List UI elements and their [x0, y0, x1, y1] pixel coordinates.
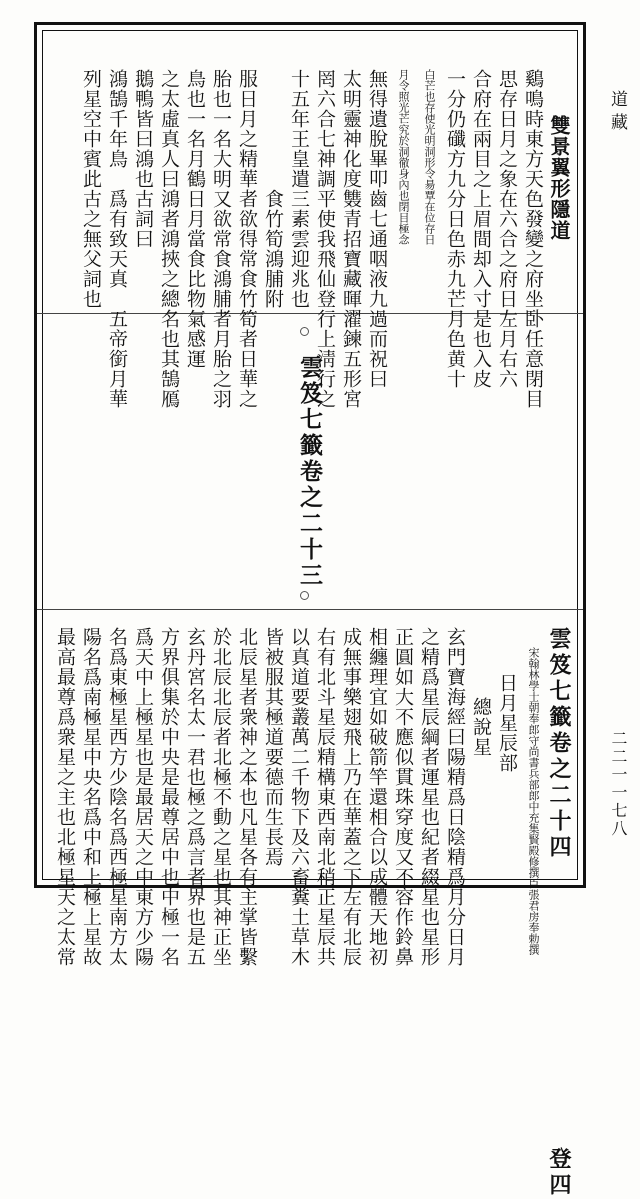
text-column: 爲天中上極星也是最居天之中東方少陽: [132, 627, 154, 967]
page-number: 二二一一七八: [609, 730, 628, 838]
text-column: 日月星辰部: [496, 673, 518, 773]
text-column: 無得遺脫畢叩齒七通咽液九過而祝曰: [366, 69, 388, 389]
text-column: 陽名爲南極星中央名爲中和上極上星故: [80, 627, 102, 967]
text-column: 總說星: [470, 697, 492, 757]
text-column: 十五年王皇遣三素雲迎兆也: [288, 69, 310, 309]
text-column: 一分仍䃸方九分日色赤九芒月色黄十: [444, 69, 466, 389]
page-frame: [34, 22, 586, 1199]
text-column: 鵝鴨皆曰鴻也古詞曰: [132, 69, 154, 249]
lower-fold-line: [37, 609, 583, 610]
text-column: 以真道要叢萬二千物下及六畜糞土草木: [288, 627, 310, 967]
text-column: 合府在兩目之上眉間却入寸是也入皮: [470, 69, 492, 389]
text-column: 北辰星者衆神之本也凡星各有主掌皆繫: [236, 627, 258, 967]
text-column: 皆被服其極道要德而生長焉: [262, 627, 284, 867]
text-column: 雲笈七籤卷之二十四 登四: [546, 627, 572, 1199]
text-column: 最高最尊爲衆星之主也北極星天之太常: [54, 627, 76, 967]
text-column: 名爲東極星西方少陰名爲西極星南方太: [106, 627, 128, 967]
text-column: 之精爲星辰綱者運星也紀者綴星也星形: [418, 627, 440, 967]
text-column: 思存日月之象在六合之府日左月右六: [496, 69, 518, 389]
text-column: 服日月之精華者欲得常食竹筍者日華之: [236, 69, 258, 409]
text-column: 鴻鵠千年鳥 爲有致天真 五帝銜月華: [106, 69, 128, 409]
text-column: 於北辰北辰者北極不動之星也其神正坐: [210, 627, 232, 967]
text-column: 相纏理宜如破箭竿還相合以成體天地初: [366, 627, 388, 967]
text-column: 鷄鳴時東方天色發變之府坐卧任意閉目: [522, 69, 544, 409]
upper-text-panel: [55, 69, 571, 409]
collection-name: 道藏: [607, 90, 627, 136]
text-column: 正圓如大不應似貫珠穿度又不容作鈴鼻: [392, 627, 414, 967]
text-column: 右有北斗星辰精構東西南北稍正星辰共: [314, 627, 336, 967]
text-column: 之太虛真人曰鴻者鴻挾之總名也其鵠鴈: [158, 69, 180, 409]
text-column: 列星空中賓此古之無父詞也: [80, 69, 102, 309]
text-column: 成無事樂翅飛上乃在華蓋之下左有北辰: [340, 627, 362, 967]
fold-title: 雲笈七籤卷之二十三: [296, 355, 323, 589]
text-column: 食竹筍鴻脯附: [262, 189, 284, 309]
text-column: 方界俱集於中央是最尊居中也中極一名: [158, 627, 180, 967]
text-column: 宋翰林學士朝奉郎守尚書兵部郎中充集賢殿修撰臣張君房奉勅撰: [527, 647, 540, 955]
text-column: 太明靈神化度䨇青招寶藏暉濯鍊五形宮: [340, 69, 362, 409]
text-column: 鳥也一名月鶴日月當食比物氣感運: [184, 69, 206, 369]
text-column: 玄門寶海經曰陽精爲日陰精爲月分日月: [444, 627, 466, 967]
lower-text-panel: [54, 627, 572, 1199]
text-column: 胎也一名大明又欲常食鴻脯者月胎之羽: [210, 69, 232, 409]
fold-circle-lower: [300, 591, 309, 600]
text-column: 月令照光芒究於洞徹身內也閉目極念: [397, 69, 410, 245]
text-column: 雙景翼形隱道: [547, 115, 571, 241]
text-column: 罔六合七神調平使我飛仙登行上淸行之: [314, 69, 336, 409]
fold-circle-upper: [300, 327, 309, 336]
text-column: 白芒也存使光明洞形令昜覃在位存日: [423, 69, 436, 245]
text-column: 玄丹宮名太一君也極之爲言者界也是五: [184, 627, 206, 967]
